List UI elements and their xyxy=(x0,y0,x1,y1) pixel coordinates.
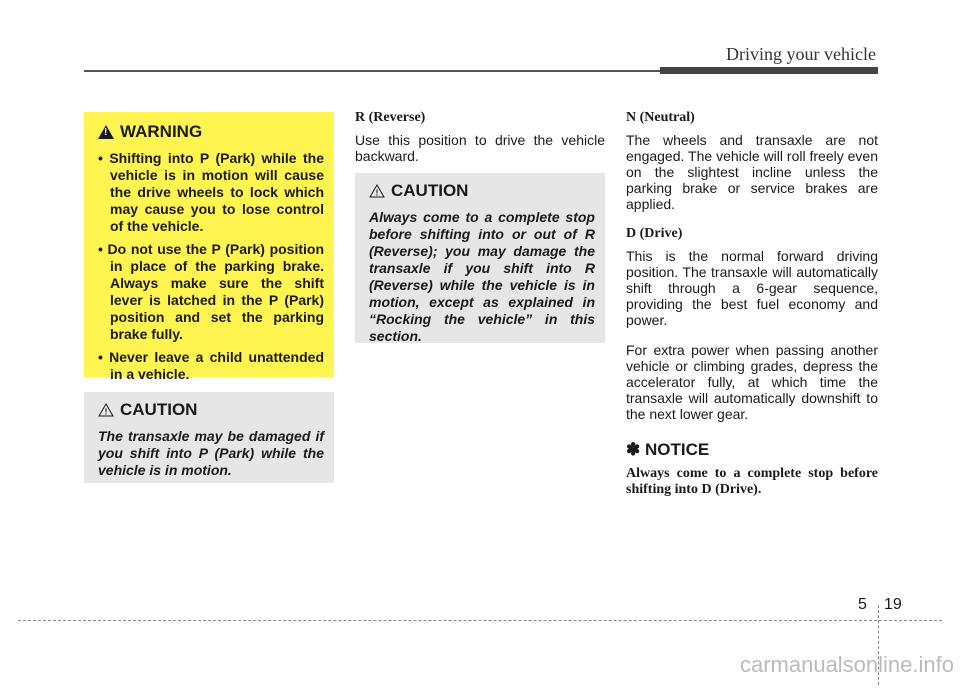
warning-item: • Shifting into P (Park) while the vehicle is in motion will cause the drive wheels to lock which may cause you to lose control of the vehicle. xyxy=(98,150,324,235)
svg-text:!: ! xyxy=(104,407,108,417)
page-number: 19 xyxy=(884,596,902,613)
notice-heading: ✽ NOTICE xyxy=(626,440,710,459)
footer-rule xyxy=(18,620,942,621)
warning-list xyxy=(98,150,324,383)
warning-box xyxy=(84,112,334,382)
warning-item: • Do not use the P (Park) position in place of the parking brake. Always make sure the shift lever is latched in the P (Park) position and set the parking brake fully. xyxy=(98,241,324,343)
caution-triangle-icon xyxy=(369,184,385,198)
caution-heading-row xyxy=(98,400,324,420)
drive-extra-power-text: For extra power when passing another vehicle or climbing grades, depress the accelerator fully, at which time the transaxle will automatically downshift to the next lower gear. xyxy=(626,342,878,422)
neutral-text: The wheels and transaxle are not engaged. The vehicle will roll freely even on the slightest incline unless the parking brake or service brakes are applied. xyxy=(626,132,878,212)
svg-text:!: ! xyxy=(375,188,379,198)
drive-text: This is the normal forward driving position. The transaxle will automatically shift through a 6-gear sequence, providing the best fuel economy and power. xyxy=(626,248,878,328)
warning-heading-row xyxy=(98,122,324,142)
header-tab-bar xyxy=(660,67,878,74)
caution-text: Always come to a complete stop before shifting into or out of R (Reverse); you may damage the transaxle if you shift into R (Reverse) while the vehicle is in motion, except as explained in “Rocking the vehicle” in this section. xyxy=(369,209,595,344)
caution-heading: CAUTION xyxy=(391,181,469,200)
caution-heading-row xyxy=(369,181,595,201)
neutral-heading: N (Neutral) xyxy=(626,110,695,125)
warning-triangle-icon xyxy=(98,125,114,139)
warning-item: • Never leave a child unattended in a vehicle. xyxy=(98,349,324,383)
reverse-heading: R (Reverse) xyxy=(355,110,426,125)
caution-box-reverse xyxy=(355,173,605,343)
column-reverse xyxy=(355,110,605,178)
notice-text: Always come to a complete stop before shifting into D (Drive). xyxy=(626,466,878,497)
column-neutral-drive xyxy=(626,110,878,498)
caution-box-park xyxy=(84,392,334,483)
reverse-text: Use this position to drive the vehicle backward. xyxy=(355,132,605,164)
watermark: carmanualsonline.info xyxy=(739,652,954,677)
caution-text: The transaxle may be damaged if you shift into P (Park) while the vehicle is in motion. xyxy=(98,428,324,478)
caution-heading: CAUTION xyxy=(120,400,198,419)
drive-heading: D (Drive) xyxy=(626,226,683,241)
page-header-title: Driving your vehicle xyxy=(726,44,876,64)
caution-triangle-icon xyxy=(98,403,114,417)
header-rule xyxy=(84,70,660,72)
warning-heading: WARNING xyxy=(120,122,203,141)
chapter-number: 5 xyxy=(858,596,867,613)
